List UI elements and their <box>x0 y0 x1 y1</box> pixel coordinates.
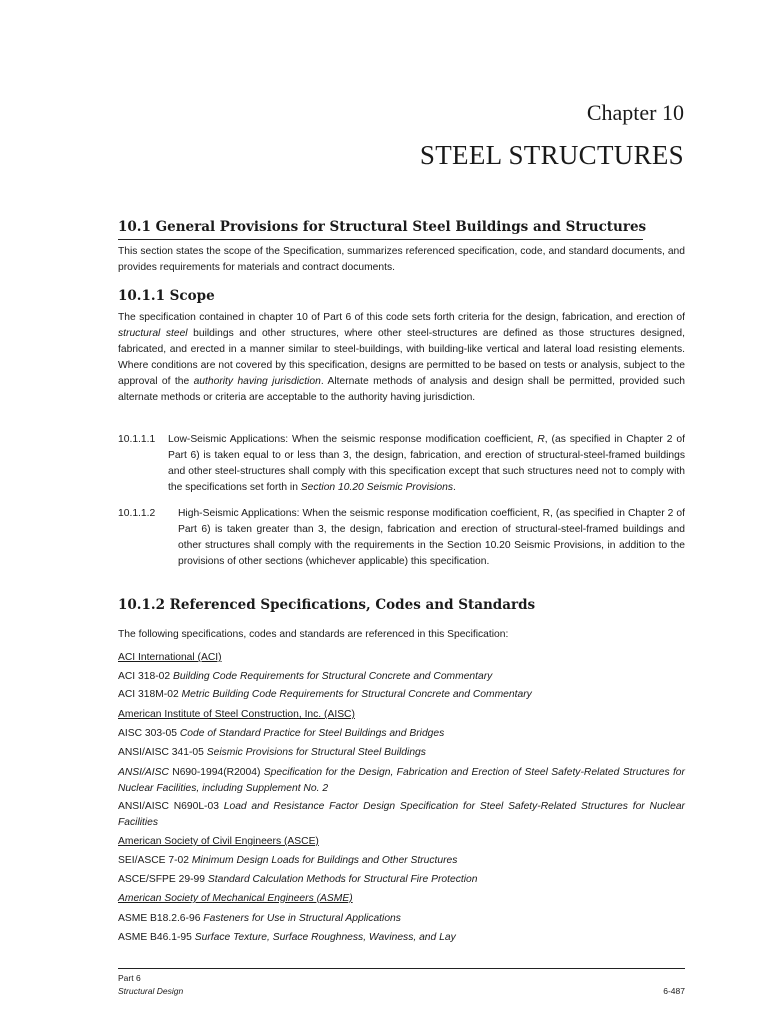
clause-number: 10.1.1.2 <box>118 508 156 519</box>
ref-aci-318: ACI 318-02 Building Code Requirements for Structural Concrete and Commentary <box>118 671 493 682</box>
ref-asce-29: ASCE/SFPE 29-99 Standard Calculation Methods for Structural Fire Protection <box>118 874 478 885</box>
heading-rule <box>118 239 643 240</box>
section-10-1-heading: 10.1 General Provisions for Structural Steel Buildings and Structures <box>118 219 647 235</box>
ref-asme-b46: ASME B46.1-95 Surface Texture, Surface Roughness, Waviness, and Lay <box>118 932 456 943</box>
footer-part: Part 6 <box>118 973 141 983</box>
clause-ref-seismic: Section 10.20 Seismic Provisions <box>300 482 454 493</box>
ref-group-aci: ACI International (ACI) <box>118 652 222 663</box>
clause-text: High-Seismic Applications: When the seismic response modification coefficient, R, (as specified in Chapter 2 of Part 6) is taken greater than 3, the design, fabrication and erection of structural-steel-framed buildings and other structures shall comply with the requirements in the Section 10.20 Seismic Provisions, in addition to the provisions of other sections (whichever applicable) this specification. <box>178 508 685 567</box>
ref-aisc-n690l: ANSI/AISC N690L-03 Load and Resistance Factor Design Specification for Steel Safety-Related Structures for Nuclear Facilities <box>118 801 685 828</box>
clause-number: 10.1.1.1 <box>118 434 156 445</box>
clause-text-1: Low-Seismic Applications: When the seismic response modification coefficient, <box>168 434 538 445</box>
ref-aisc-n690: ANSI/AISC N690-1994(R2004) Specification for the Design, Fabrication and Erection of Steel Safety-Related Structures for Nuclear Facilities, including Supplement No. 2 <box>118 767 685 794</box>
ref-group-asce: American Society of Civil Engineers (ASCE) <box>118 836 319 847</box>
scope-text-1: The specification contained in chapter 10 of Part 6 of this code sets forth criteria for the design, fabrication, and erection of <box>118 312 685 323</box>
footer-page-number: 6-487 <box>663 986 685 996</box>
section-10-1-2-heading: 10.1.2 Referenced Specifications, Codes and Standards <box>118 597 536 613</box>
footer-rule <box>118 968 685 969</box>
section-10-1-intro: This section states the scope of the Specification, summarizes referenced specification, code, and standard documents, and provides requirements for materials and contract documents. <box>118 246 685 273</box>
section-10-1-1-heading: 10.1.1 Scope <box>118 288 215 304</box>
ref-aisc-341: ANSI/AISC 341-05 Seismic Provisions for Structural Steel Buildings <box>118 747 426 758</box>
scope-paragraph <box>118 310 685 406</box>
chapter-title: STEEL STRUCTURES <box>419 140 684 170</box>
clause-10-1-1-2 <box>118 506 685 586</box>
chapter-label: Chapter 10 <box>586 100 684 125</box>
clause-text-2: , (as specified in Chapter 2 of Part 6) is taken equal to or less than 3, the design, fabrication, and erection of structural-steel-framed buildings and other steel-structures shall comply with this specification except that such structures need not to comply with the specifications set forth in <box>168 434 685 493</box>
clause-symbol-r: R <box>537 434 545 445</box>
scope-text-2: buildings and other structures, where other steel-structures are defined as those structures designed, fabricated, and erected in a manner similar to steel-buildings, with building-like vertical and lateral load resisting elements. Where conditions are not covered by this specification, designs are permitted to be based on tests or analysis, subject to the approval of the <box>118 328 685 387</box>
scope-term-structural-steel: structural steel <box>118 328 188 339</box>
clause-text <box>168 432 685 496</box>
scope-term-authority: authority having jurisdiction <box>193 376 321 387</box>
ref-asce-7: SEI/ASCE 7-02 Minimum Design Loads for Buildings and Other Structures <box>118 855 458 866</box>
ref-aisc-303: AISC 303-05 Code of Standard Practice for Steel Buildings and Bridges <box>118 728 445 739</box>
footer-section: Structural Design <box>118 986 184 996</box>
ref-group-asme: American Society of Mechanical Engineers (ASME) <box>118 893 353 904</box>
clause-text-3: . <box>453 482 456 493</box>
scope-text-3: . Alternate methods of analysis and design shall be permitted, provided such alternate methods or criteria are acceptable to the authority having jurisdiction. <box>118 376 685 403</box>
clause-10-1-1-1 <box>118 432 685 496</box>
references-intro: The following specifications, codes and standards are referenced in this Specification: <box>118 629 509 640</box>
ref-asme-b18: ASME B18.2.6-96 Fasteners for Use in Structural Applications <box>118 913 401 924</box>
ref-group-aisc: American Institute of Steel Construction, Inc. (AISC) <box>118 709 355 720</box>
ref-aci-318m: ACI 318M-02 Metric Building Code Requirements for Structural Concrete and Commentary <box>118 689 532 700</box>
